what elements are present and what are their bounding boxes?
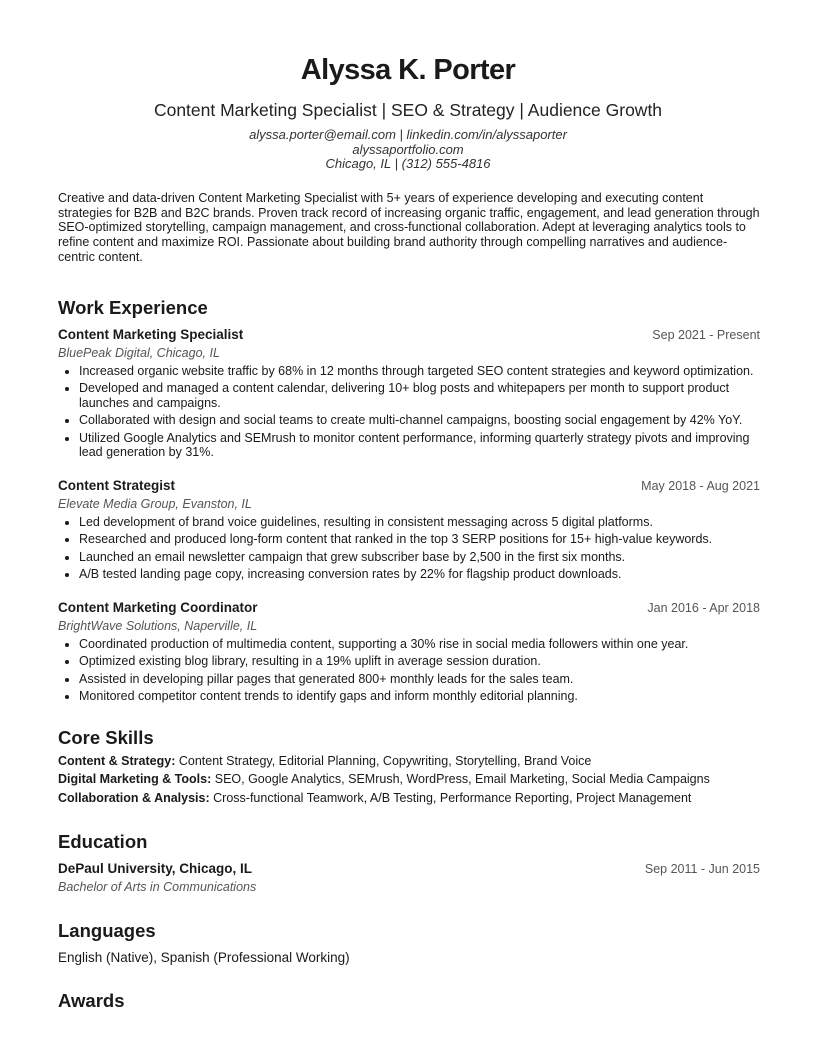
section-title-skills: Core Skills xyxy=(58,726,154,748)
section-title-experience: Work Experience xyxy=(58,296,208,318)
bullet-item: • Researched and produced long-form content that ranked in the top 3 SERP positions for 15+ high-value keywords. xyxy=(79,532,760,547)
job-bullets xyxy=(58,515,760,582)
job-title: Content Marketing Specialist xyxy=(58,326,244,342)
job-dates: May 2018 - Aug 2021 xyxy=(641,478,760,493)
contact-location-phone: Chicago, IL | (312) 555-4816 xyxy=(325,156,491,171)
education-header xyxy=(58,860,760,878)
job-header xyxy=(58,477,760,495)
job-title: Content Strategist xyxy=(58,477,176,493)
job-organization: BrightWave Solutions, Naperville, IL xyxy=(58,618,258,633)
experience-section xyxy=(58,296,760,704)
job-dates: Sep 2021 - Present xyxy=(652,327,760,342)
candidate-name: Alyssa K. Porter xyxy=(300,54,516,86)
headline: Content Marketing Specialist | SEO & Strategy | Audience Growth xyxy=(153,100,663,120)
education-section xyxy=(58,830,760,896)
skills-section xyxy=(58,726,760,808)
bullet-item: • Monitored competitor content trends to identify gaps and inform monthly editorial planning. xyxy=(79,689,760,704)
skill-items: Cross-functional Teamwork, A/B Testing, Performance Reporting, Project Management xyxy=(213,790,692,805)
skill-row xyxy=(58,770,760,789)
job-title: Content Marketing Coordinator xyxy=(58,599,258,615)
education-dates: Sep 2011 - Jun 2015 xyxy=(644,862,760,877)
resume-content xyxy=(58,191,760,1013)
job-dates: Jan 2016 - Apr 2018 xyxy=(647,600,760,615)
school-name: DePaul University, Chicago, IL xyxy=(58,861,253,877)
job-organization: BluePeak Digital, Chicago, IL xyxy=(58,345,220,360)
bullet-item: • Developed and managed a content calendar, delivering 10+ blog posts and whitepapers per month to support product launches and campaigns. xyxy=(79,381,760,410)
skill-category: Content & Strategy: xyxy=(58,753,176,768)
job-header xyxy=(58,326,760,344)
job-entry xyxy=(58,599,760,704)
section-title-languages: Languages xyxy=(58,920,156,942)
bullet-item: • Assisted in developing pillar pages that generated 800+ monthly leads for the sales team. xyxy=(79,672,760,687)
skill-category: Digital Marketing & Tools: xyxy=(58,772,212,787)
job-entry xyxy=(58,326,760,460)
skill-row xyxy=(58,752,760,771)
job-bullets xyxy=(58,637,760,704)
job-organization: Elevate Media Group, Evanston, IL xyxy=(58,496,252,511)
bullet-item: • A/B tested landing page copy, increasing conversion rates by 22% for flagship product downloads. xyxy=(79,567,760,582)
job-bullets xyxy=(58,364,760,460)
bullet-item: • Increased organic website traffic by 68% in 12 months through targeted SEO content strategies and keyword optimization. xyxy=(79,364,760,379)
contact-email-linkedin: alyssa.porter@email.com | linkedin.com/in/alyssaporter xyxy=(249,127,567,142)
bullet-item: • Led development of brand voice guidelines, resulting in consistent messaging across 5 digital platforms. xyxy=(79,515,760,530)
languages-text: English (Native), Spanish (Professional Working) xyxy=(58,950,350,966)
skill-items: Content Strategy, Editorial Planning, Copywriting, Storytelling, Brand Voice xyxy=(178,753,592,768)
job-header xyxy=(58,599,760,617)
bullet-item: • Utilized Google Analytics and SEMrush to monitor content performance, informing quarterly strategy pivots and improving lead generation by 31%. xyxy=(79,431,760,460)
skills-list xyxy=(58,752,760,808)
contact-block xyxy=(0,128,816,172)
bullet-item: • Launched an email newsletter campaign that grew subscriber base by 2,500 in the first six months. xyxy=(79,550,760,565)
awards-section xyxy=(58,989,760,1013)
summary: Creative and data-driven Content Marketing Specialist with 5+ years of experience developing and executing content strategies for B2B and B2C brands. Proven track record of increasing organic traffic, engagement, and lead generation through SEO-optimized storytelling, campaign management, and cross-functional collaboration. Adept at leveraging analytics tools to refine content and maximize ROI. Passionate about building brand authority through compelling narratives and audience-centric content. xyxy=(58,191,760,264)
languages-section xyxy=(58,919,760,967)
section-title-awards: Awards xyxy=(58,990,125,1012)
skill-items: SEO, Google Analytics, SEMrush, WordPress, Email Marketing, Social Media Campaigns xyxy=(214,772,710,787)
bullet-item: • Coordinated production of multimedia content, supporting a 30% rise in social media followers within one year. xyxy=(79,637,760,652)
bullet-item: • Optimized existing blog library, resulting in a 19% uplift in average session duration. xyxy=(79,654,760,669)
contact-portfolio: alyssaportfolio.com xyxy=(352,141,464,157)
section-title-education: Education xyxy=(58,831,148,853)
job-entry xyxy=(58,477,760,582)
bullet-item: • Collaborated with design and social teams to create multi-channel campaigns, boosting social engagement by 42% YoY. xyxy=(79,413,760,428)
skill-category: Collaboration & Analysis: xyxy=(58,790,210,805)
degree: Bachelor of Arts in Communications xyxy=(58,880,257,895)
skill-row xyxy=(58,789,760,808)
